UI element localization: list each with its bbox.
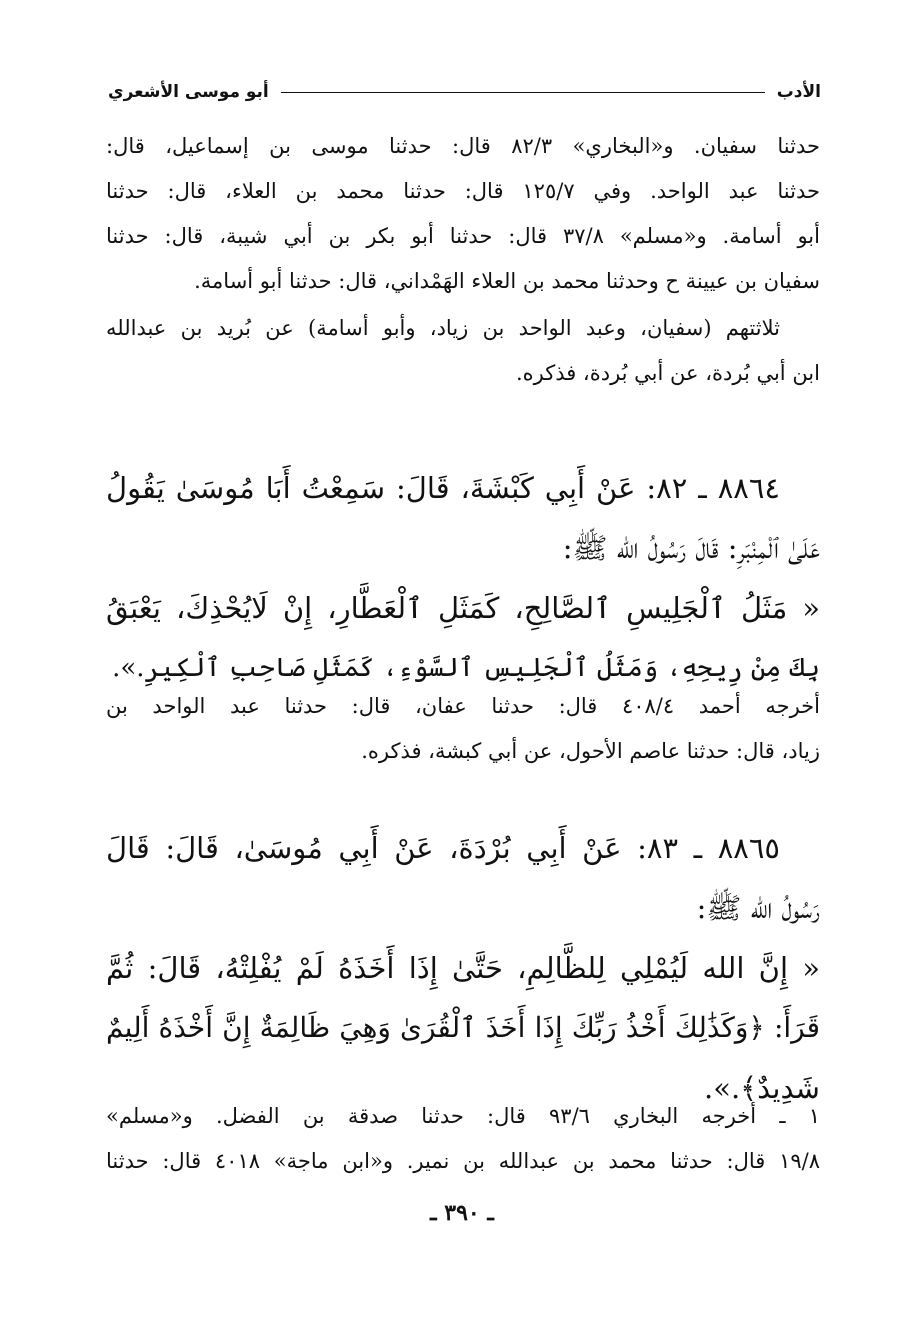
- text-line: ثلاثتهم (سفيان، وعبد الواحد بن زياد، وأبو أسامة) عن بُريد بن عبدالله: [106, 316, 780, 340]
- page-number: ـ ٣٩٠ ـ: [430, 1200, 494, 1226]
- takhrij-8864: [106, 684, 820, 774]
- running-header: [108, 72, 821, 112]
- hadith-line: رَسُولُ الله ﷺ:: [696, 891, 820, 925]
- header-chapter-title: الأدب: [776, 82, 821, 102]
- hadith-line: عَلَىٰ ٱلْمِنْبَرِ: قَالَ رَسُولُ الله ﷺ:: [562, 531, 820, 565]
- paragraph-top-summary: [106, 306, 820, 396]
- hadith-line: بِكَ مِنْ رِيحِهِ، وَمَثَلُ ٱلْجَلِيسِ ٱلسَّوْءِ، كَمَثَلِ صَاحِبِ ٱلْكِيرِ.».: [112, 653, 820, 683]
- text-line: ١٩/٨ قال: حدثنا محمد بن عبدالله بن نمير. و«ابن ماجة» ٤٠١٨ قال: حدثنا: [106, 1149, 820, 1173]
- text-line: حدثنا عبد الواحد. وفي ١٢٥/٧ قال: حدثنا محمد بن العلاء، قال: حدثنا: [106, 179, 820, 203]
- text-line: أبو أسامة. و«مسلم» ٣٧/٨ قال: حدثنا أبو بكر بن أبي شيبة، قال: حدثنا: [106, 224, 820, 248]
- text-line: حدثنا سفيان. و«البخاري» ٨٢/٣ قال: حدثنا موسى بن إسماعيل، قال:: [106, 134, 820, 158]
- paragraph-top-isnad: [106, 124, 820, 304]
- header-section-title: أبو موسى الأشعري: [108, 82, 269, 102]
- header-rule: [281, 92, 765, 93]
- hadith-line: « مَثَلُ ٱلْجَلِيسِ ٱلصَّالِحِ، كَمَثَلِ ٱلْعَطَّارِ، إِنْ لَايُحْذِكَ، يَعْبَقُ: [106, 591, 820, 625]
- hadith-line: ٨٨٦٤ ـ ٨٢: عَنْ أَبِي كَبْشَةَ، قَالَ: سَمِعْتُ أَبَا مُوسَىٰ يَقُولُ: [106, 471, 780, 505]
- hadith-8865: [106, 818, 820, 1118]
- hadith-line: ٨٨٦٥ ـ ٨٣: عَنْ أَبِي بُرْدَةَ، عَنْ أَبِي مُوسَىٰ، قَالَ: قَالَ: [106, 831, 780, 865]
- hadith-line: قَرَأَ: ﴿وَكَذَٰلِكَ أَخْذُ رَبِّكَ إِذَا أَخَذَ ٱلْقُرَىٰ وَهِيَ ظَالِمَةٌ إِنَّ أَخْذَهُ أَلِيمٌ: [106, 1011, 820, 1044]
- text-line: ١ ـ أخرجه البخاري ٩٣/٦ قال: حدثنا صدقة بن الفضل. و«مسلم»: [106, 1104, 820, 1128]
- hadith-line: شَدِيدٌ﴾.».: [704, 1071, 820, 1105]
- text-line: ابن أبي بُردة، عن أبي بُردة، فذكره.: [515, 361, 820, 385]
- hadith-line: « إِنَّ الله لَيُمْلِي لِلظَّالِمِ، حَتَّىٰ إِذَا أَخَذَهُ لَمْ يُفْلِتْهُ، قَالَ: ثُمَّ: [106, 951, 820, 985]
- text-line: أخرجه أحمد ٤٠٨/٤ قال: حدثنا عفان، قال: حدثنا عبد الواحد بن: [106, 694, 820, 718]
- text-line: زياد، قال: حدثنا عاصم الأحول، عن أبي كبشة، فذكره.: [361, 739, 820, 763]
- text-line: سفيان بن عيينة ح وحدثنا محمد بن العلاء الهَمْداني، قال: حدثنا أبو أسامة.: [194, 269, 820, 293]
- hadith-8864: [106, 458, 820, 698]
- takhrij-8865: [106, 1094, 820, 1184]
